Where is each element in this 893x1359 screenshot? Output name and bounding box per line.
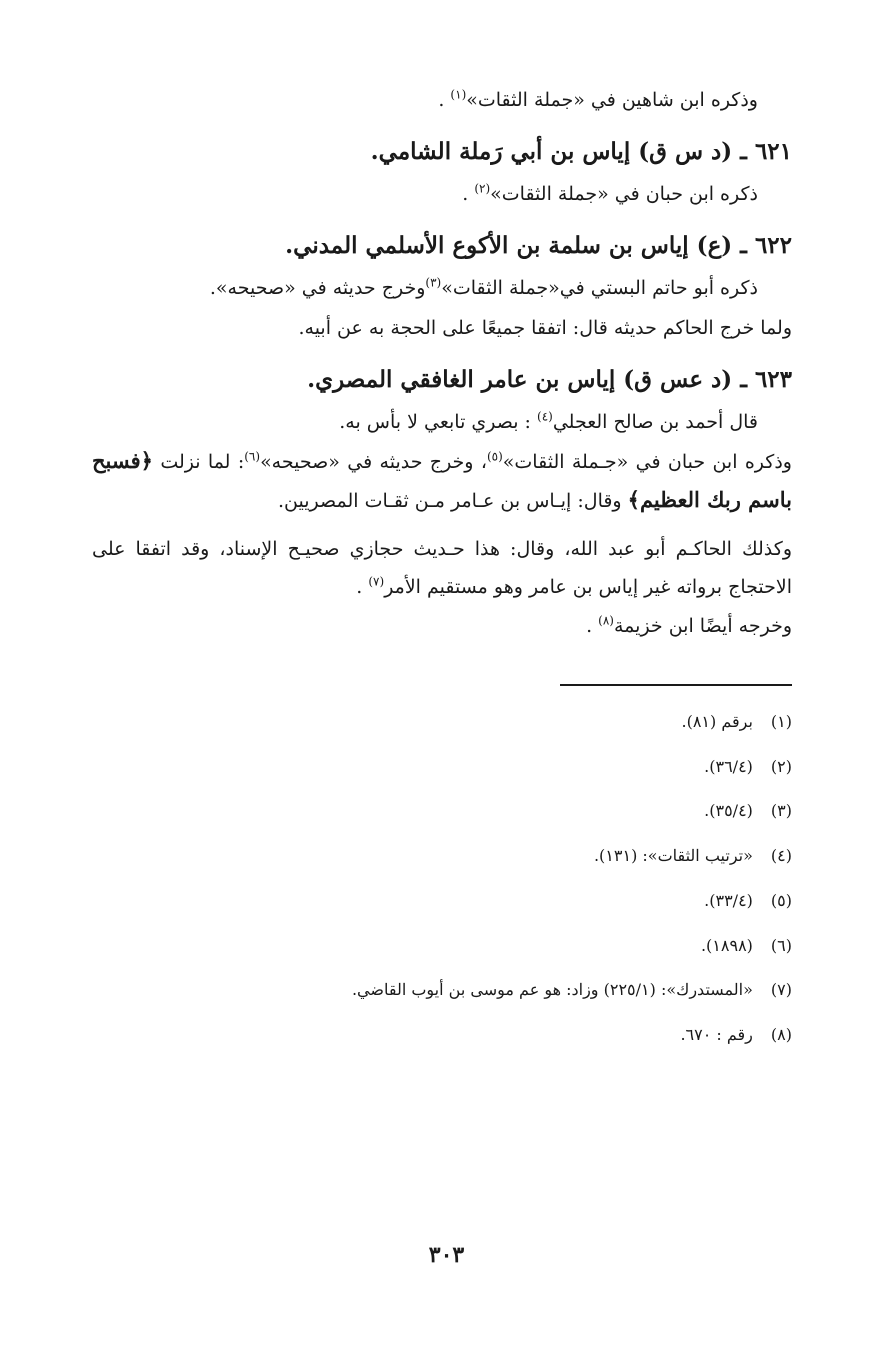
footnote-number: (١)	[770, 712, 792, 731]
text-line	[92, 606, 792, 646]
footnote-text: رقم : ٦٧٠.	[680, 1024, 753, 1044]
text: وقال: إيـاس بن عـامر مـن ثقـات المصريين.	[278, 490, 628, 512]
text: وذكره ابن حبان في «جـملة الثقات»	[502, 451, 792, 473]
footnote-ref[interactable]: (٦)	[244, 449, 261, 464]
footnote	[92, 834, 792, 879]
text: وذكره ابن شاهين في «جملة الثقات»	[466, 89, 758, 111]
footnote-ref[interactable]: (٨)	[598, 613, 614, 628]
footnote-text: (١٨٩٨).	[700, 935, 753, 955]
footnote-number: (٧)	[770, 980, 792, 1000]
footnote-ref[interactable]: (٣)	[425, 275, 442, 290]
text-line	[92, 174, 792, 214]
text: : لما نزلت	[152, 451, 245, 473]
text: : بصري تابعي لا بأس به.	[339, 411, 537, 433]
footnote-text: (٣٦/٤).	[704, 756, 753, 776]
footnote-ref[interactable]: (٢)	[474, 181, 491, 196]
text: .	[586, 615, 599, 637]
footnote	[92, 700, 792, 745]
entry-heading-622: ٦٢٢ ـ (ع) إياس بن سلمة بن الأكوع الأسلمي المدني.	[285, 232, 792, 259]
footnote-number: (٢)	[770, 756, 792, 776]
footnote-text: (٣٥/٤).	[704, 801, 753, 821]
footnote-number: (٤)	[770, 846, 792, 866]
quran-verse: ﴿فسبح باسم ربك العظيم﴾	[92, 448, 792, 512]
text: .	[356, 576, 369, 598]
text-line	[92, 402, 792, 442]
text: قال أحمد بن صالح العجلي	[552, 411, 758, 433]
text: .	[438, 89, 451, 111]
footnote-text: برقم (٨١).	[681, 712, 753, 731]
footnote	[92, 1013, 792, 1058]
entry-heading-623: ٦٢٣ ـ (د عس ق) إياس بن عامر الغافقي المصري.	[307, 366, 792, 393]
footnote	[92, 924, 792, 969]
footnote-number: (٣)	[770, 801, 792, 821]
page-number: ٣٠٣	[428, 1242, 465, 1268]
text: ذكره ابن حبان في «جملة الثقات»	[490, 183, 758, 205]
text: وخرجه أيضًا ابن خزيمة	[613, 615, 792, 637]
footnote-number: (٥)	[770, 890, 792, 910]
footnote-text: «ترتيب الثقات»: (١٣١).	[593, 846, 753, 866]
text: وكذلك الحاكـم أبو عبد الله، وقال: هذا حـديث حجازي صحيـح الإسناد، وقد اتفقا على الاحتجاج برواته غير إياس بن عامر وهو مستقيم الأمر	[92, 538, 792, 598]
footnote-ref[interactable]: (٧)	[368, 574, 385, 589]
footnote	[92, 879, 792, 924]
footnote-divider	[560, 684, 792, 686]
footnote-number: (٨)	[770, 1024, 792, 1044]
footnote	[92, 745, 792, 790]
entry-heading-621: ٦٢١ ـ (د س ق) إياس بن أبي رَملة الشامي.	[370, 138, 792, 165]
text-line: ولما خرج الحاكم حديثه قال: اتفقا جميعًا على الحجة به عن أبيه.	[298, 317, 792, 339]
footnote-text: (٣٣/٤).	[704, 890, 753, 910]
footnote-ref[interactable]: (٥)	[486, 449, 503, 464]
text-line	[92, 80, 792, 120]
text: ، وخرج حديثه في «صحيحه»	[260, 451, 487, 473]
paragraph	[92, 442, 792, 520]
text: ذكره أبو حاتم البستي في«جملة الثقات»	[441, 277, 758, 299]
paragraph	[92, 530, 792, 606]
footnote-ref[interactable]: (١)	[450, 87, 467, 102]
text: .	[462, 183, 475, 205]
footnote	[92, 789, 792, 834]
footnote-ref[interactable]: (٤)	[537, 409, 553, 424]
text: وخرج حديثه في «صحيحه».	[209, 277, 426, 299]
footnote-number: (٦)	[770, 935, 792, 955]
page-body	[92, 80, 792, 1058]
footnote	[92, 968, 792, 1013]
footnote-text: «المستدرك»: (٢٢٥/١) وزاد: هو عم موسى بن أيوب القاضي.	[351, 980, 753, 1000]
footnotes	[92, 700, 792, 1058]
text-line	[92, 268, 792, 308]
